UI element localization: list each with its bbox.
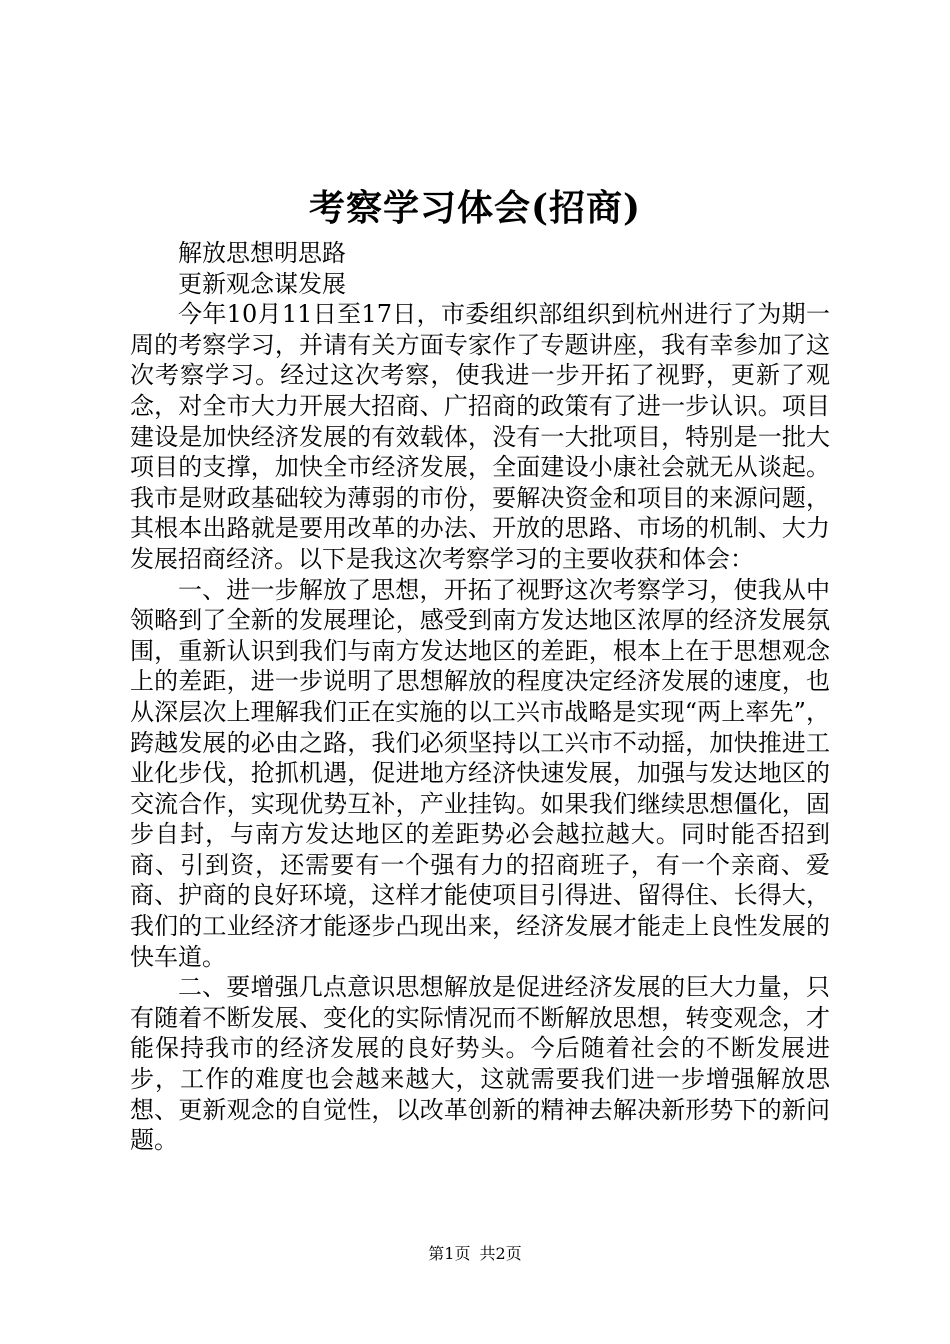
subtitle-line-1: 解放思想明思路 [178, 239, 346, 267]
paragraph-section-1: 一、进一步解放了思想，开拓了视野这次考察学习，使我从中领略到了全新的发展理论，感受到南方发达地区浓厚的经济发展氛围，重新认识到我们与南方发达地区的差距，根本上在于思想观念上的差距，进一步说明了思想解放的程度决定经济发展的速度，也从深层次上理解我们正在实施的以工兴市战略是实现“两上率先”，跨越发展的必由之路，我们必须坚持以工兴市不动摇，加快推进工业化步伐，抢抓机遇，促进地方经济快速发展，加强与发达地区的交流合作，实现优势互补，产业挂钩。如果我们继续思想僵化，固步自封，与南方发达地区的差距势必会越拉越大。同时能否招到商、引到资，还需要有一个强有力的招商班子，有一个亲商、爱商、护商的良好环境，这样才能使项目引得进、留得住、长得大，我们的工业经济才能逐步凸现出来，经济发展才能走上良性发展的快车道。 [130, 575, 830, 971]
subtitle-line-2: 更新观念谋发展 [178, 269, 346, 298]
paragraph-section-2: 二、要增强几点意识思想解放是促进经济发展的巨大力量，只有随着不断发展、变化的实际情况而不断解放思想，转变观念，才能保持我市的经济发展的良好势头。今后随着社会的不断发展进步，工作的难度也会越来越大，这就需要我们进一步增强解放思想、更新观念的自觉性，以改革创新的精神去解决新形势下的新问题。 [130, 973, 830, 1155]
page-number-footer: 第1页 共2页 [428, 1244, 522, 1263]
paragraph-intro: 今年10月11日至17日，市委组织部组织到杭州进行了为期一周的考察学习，并请有关方面专家作了专题讲座，我有幸参加了这次考察学习。经过这次考察，使我进一步开拓了视野，更新了观念，对全市大力开展大招商、广招商的政策有了进一步认识。项目建设是加快经济发展的有效载体，没有一大批项目，特别是一批大项目的支撑，加快全市经济发展，全面建设小康社会就无从谈起。我市是财政基础较为薄弱的市份，要解决资金和项目的来源问题，其根本出路就是要用改革的办法、开放的思路、市场的机制、大力发展招商经济。以下是我这次考察学习的主要收获和体会： [130, 300, 830, 573]
document-body [130, 238, 830, 1156]
document-title: 考察学习体会(招商) [308, 187, 642, 229]
